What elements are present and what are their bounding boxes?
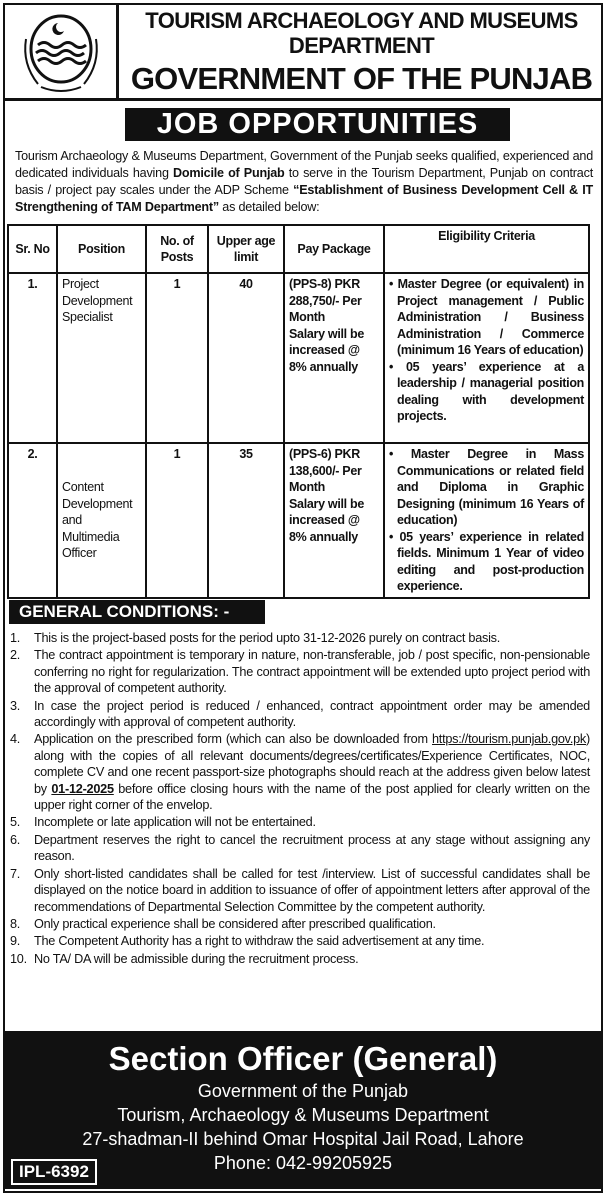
- position: Content Development and Multimedia Officer: [57, 443, 146, 598]
- item-text: This is the project-based posts for the period upto 31-12-2026 purely on contract basis.: [34, 631, 501, 645]
- pay-note: Salary will be increased @ 8% annually: [289, 496, 365, 544]
- pay-amount: (PPS-6) PKR 138,600/- Per Month: [289, 447, 362, 494]
- age-limit: 40: [208, 273, 284, 443]
- posts: 1: [146, 273, 208, 443]
- position: Project Development Specialist: [57, 273, 146, 443]
- item-number: 4.: [10, 732, 21, 747]
- punjab-emblem-logo: [5, 5, 119, 98]
- general-conditions-heading: GENERAL CONDITIONS: -: [9, 600, 265, 624]
- sr-no: 1.: [8, 273, 57, 443]
- ipl-reference: IPL-6392: [11, 1159, 97, 1185]
- item-text: No TA/ DA will be admissible during the recruitment process.: [34, 951, 359, 966]
- footer-title: Section Officer (General): [108, 1040, 498, 1077]
- table-header-row: [8, 225, 589, 273]
- condition-item: [10, 951, 590, 967]
- footer-phone: Phone: 042-99205925: [213, 1153, 393, 1173]
- header: [5, 5, 601, 101]
- item-number: 6.: [10, 832, 21, 847]
- intro-text: to serve in the Tourism Department, Punjab on contract basis / project pay scales under the ADP Scheme: [15, 166, 593, 197]
- age-limit: 35: [208, 443, 284, 598]
- item-text: Only short-listed candidates shall be called for test /interview. List of successful candidates shall be displayed on the notice board in addition to issuance of offer of appointment letters after approval of the recommendations of Departmental Selection Committee by the competent authority.: [34, 866, 590, 914]
- item-text: before office closing hours with the name of the post applied for clearly written on the upper right corner of the envelop.: [34, 781, 590, 813]
- item-number: 7.: [10, 866, 21, 881]
- eligibility: [384, 443, 589, 598]
- conditions-list: [10, 630, 590, 968]
- condition-item: [10, 698, 590, 731]
- criterion: • 05 years’ experience at a leadership / managerial position dealing with development projects.: [389, 359, 584, 425]
- item-number: 3.: [10, 698, 21, 713]
- col-sr-no: Sr. No: [8, 225, 57, 273]
- item-number: 5.: [10, 815, 21, 830]
- table-row: [8, 273, 589, 443]
- item-text: Incomplete or late application will not be entertained.: [34, 815, 316, 830]
- department-label: DEPARTMENT: [288, 33, 435, 58]
- condition-item: [10, 630, 590, 646]
- item-text: Application on the prescribed form (which can also be downloaded from: [34, 732, 432, 747]
- condition-item: [10, 933, 590, 949]
- col-eligibility: Eligibility Criteria: [384, 225, 589, 273]
- posts: 1: [146, 443, 208, 598]
- pay-package: [284, 273, 384, 443]
- item-text: Only practical experience shall be considered after prescribed qualification.: [34, 916, 436, 931]
- department-name: TOURISM ARCHAEOLOGY AND MUSEUMS: [145, 8, 578, 33]
- eligibility: [384, 273, 589, 443]
- criterion: • Master Degree in Mass Communications or related field and Diploma in Graphic Designing (minimum 16 Years of education): [389, 446, 584, 529]
- condition-item: [10, 814, 590, 830]
- header-title: [122, 7, 601, 94]
- job-opportunities-banner: JOB OPPORTUNITIES: [125, 108, 510, 141]
- col-age: Upper age limit: [208, 225, 284, 273]
- criterion: • 05 years’ experience in related fields. Minimum 1 Year of video editing and post-production experience.: [389, 529, 584, 595]
- intro-text: as detailed below:: [218, 200, 320, 214]
- intro-domicile: Domicile of Punjab: [172, 166, 285, 180]
- intro-scheme: “Establishment of Business Development Cell & IT Strengthening of TAM Department”: [15, 183, 593, 214]
- condition-item: [10, 647, 590, 696]
- col-pay: Pay Package: [284, 225, 384, 273]
- intro-paragraph: [15, 148, 593, 216]
- item-number: 1.: [10, 631, 21, 645]
- sr-no: 2.: [8, 443, 57, 598]
- deadline-date: 01-12-2025: [51, 781, 114, 796]
- condition-item: [10, 916, 590, 932]
- positions-table: [7, 224, 590, 599]
- tourism-website-link[interactable]: https://tourism.punjab.gov.pk: [432, 732, 587, 747]
- item-number: 2.: [10, 648, 21, 663]
- item-number: 10.: [10, 951, 27, 966]
- condition-item: [10, 832, 590, 865]
- intro-text: Tourism Archaeology & Museums Department, Government of the Punjab seeks qualified, experienced and dedicated individuals having: [15, 149, 593, 180]
- item-number: 9.: [10, 934, 21, 949]
- criterion: • Master Degree (or equivalent) in Project management / Public Administration / Business Administration / Commerce (minimum 16 Years of education): [389, 276, 584, 359]
- table-row: [8, 443, 589, 598]
- footer-government: Government of the Punjab: [197, 1081, 409, 1101]
- col-posts: No. of Posts: [146, 225, 208, 273]
- footer-address: 27-shadman-II behind Omar Hospital Jail Road, Lahore: [82, 1129, 524, 1149]
- condition-item: [10, 866, 590, 915]
- footer-contact: [5, 1031, 601, 1189]
- item-text: Department reserves the right to cancel the recruitment process at any stage without assigning any reason.: [34, 832, 590, 864]
- pay-note: Salary will be increased @ 8% annually: [289, 326, 365, 374]
- item-text: ) along with the copies of all relevant documents/degrees/certificates/Experience Certificates, NOC, complete CV and one recent passport-size photographs should reach at the address given below latest by: [34, 732, 590, 796]
- col-position: Position: [57, 225, 146, 273]
- pay-amount: (PPS-8) PKR 288,750/- Per Month: [289, 277, 362, 324]
- item-text: The Competent Authority has a right to withdraw the said advertisement at any time.: [34, 934, 485, 949]
- government-name: GOVERNMENT OF THE PUNJAB: [130, 61, 593, 96]
- item-number: 8.: [10, 916, 21, 931]
- item-text: The contract appointment is temporary in nature, non-transferable, job / post specific, non-pensionable conferring no right for regularization. The contract appointment will be extended upto project period with the approval of competent authority.: [34, 648, 590, 696]
- pay-package: [284, 443, 384, 598]
- condition-item: [10, 731, 590, 813]
- footer-department: Tourism, Archaeology & Museums Department: [117, 1105, 489, 1125]
- item-text: In case the project period is reduced / enhanced, contract appointment order may be amended accordingly with approval of competent authority.: [34, 698, 590, 730]
